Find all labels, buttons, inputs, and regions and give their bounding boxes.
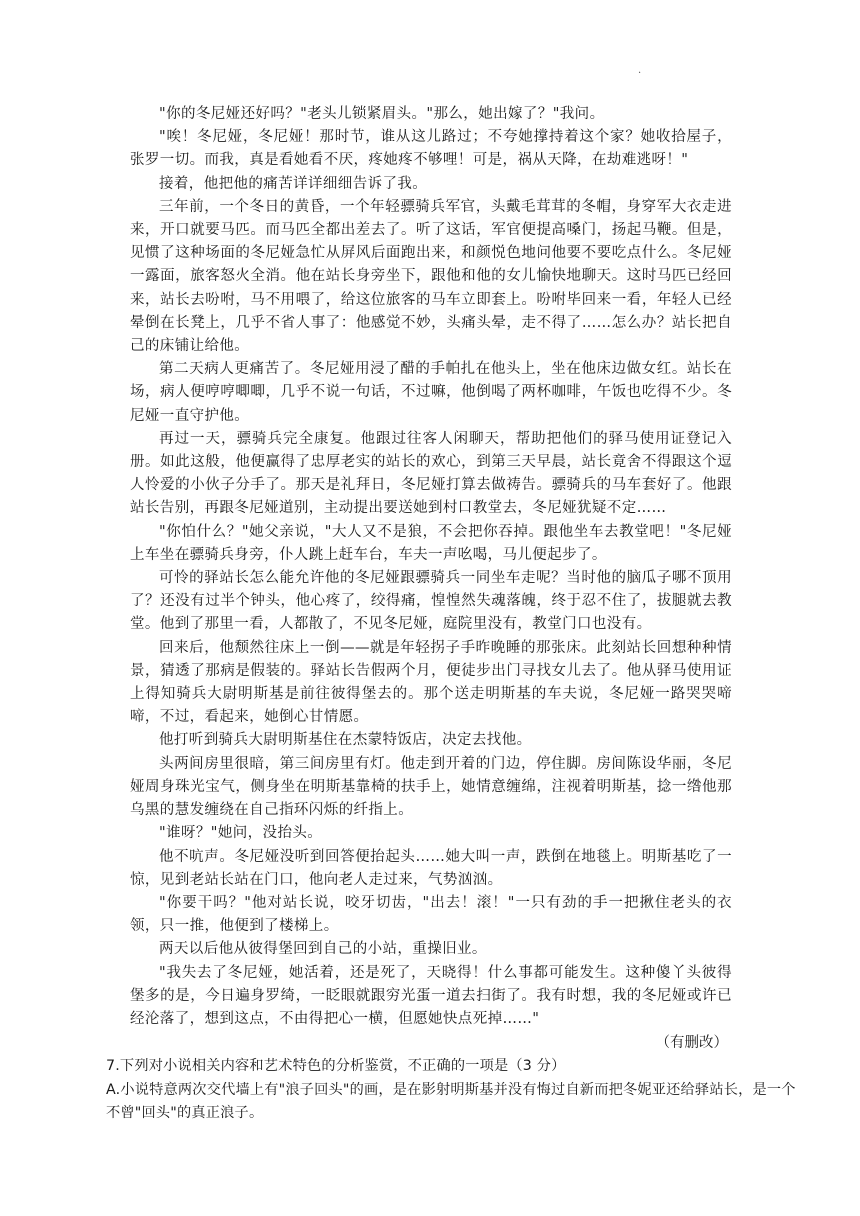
passage-paragraph: 接着，他把他的痛苦详详细细告诉了我。 <box>159 175 428 192</box>
page-mark: . <box>638 65 642 76</box>
passage-paragraph: 他不吭声。冬尼娅没听到回答便抬起头……她大叫一声，跌倒在地毯上。明斯基吃了一惊，见到老站长站在门口，他向老人走过来，气势汹汹。 <box>130 848 732 888</box>
passage-paragraph: "你怕什么？"她父亲说，"大人又不是狼，不会把你吞掉。跟他坐车去教堂吧！"冬尼娅上车坐在骠骑兵身旁，仆人跳上赶车台，车夫一声吆喝，马儿便起步了。 <box>130 523 732 563</box>
passage-paragraph: "我失去了冬尼娅，她活着，还是死了，天晓得！什么事都可能发生。这种傻丫头彼得堡多的是，今日遍身罗绮，一眨眼就跟穷光蛋一道去扫街了。我有时想，我的冬尼娅或许已经沦落了，想到这点，不由得把心一横，但愿她快点死掉……" <box>130 964 732 1027</box>
edit-note: （有删改） <box>655 1035 728 1052</box>
question-stem: 7.下列对小说相关内容和艺术特色的分析鉴赏，不正确的一项是（3 分） <box>106 1058 566 1075</box>
passage-paragraph: 头两间房里很暗，第三间房里有灯。他走到开着的门边，停住脚。房间陈设华丽，冬尼娅周身珠光宝气，侧身坐在明斯基靠椅的扶手上，她情意缠绵，注视着明斯基，捻一绺他那乌黑的慧发缠绕在自己指环闪烁的纤指上。 <box>130 755 732 819</box>
passage-paragraph: 可怜的驿站长怎么能允许他的冬尼娅跟骠骑兵一同坐车走呢？当时他的脑瓜子哪不顶用了？还没有过半个钟头，他心疼了，绞得痛，惶惶然失魂落魄，终于忍不住了，拔腿就去教堂。他到了那里一看，人都散了，不见冬尼娅，庭院里没有，教堂门口也没有。 <box>130 570 732 633</box>
passage-paragraph: 三年前，一个冬日的黄昏，一个年轻骠骑兵军官，头戴毛茸茸的冬帽，身穿军大衣走进来，开口就要马匹。而马匹全都出差去了。听了这话，军官便提高嗓门，扬起马鞭。但是，见惯了这种场面的冬尼娅急忙从屏风后面跑出来，和颜悦色地问他要不要吃点什么。冬尼娅一露面，旅客怒火全消。他在站长身旁坐下，跟他和他的女儿愉快地聊天。这时马匹已经回来，站长去吩咐，马不用喂了，给这位旅客的马车立即套上。吩咐毕回来一看，年轻人已经晕倒在长凳上，几乎不省人事了：他感觉不妙，头痛头晕，走不得了……怎么办？站长把自己的床铺让给他。 <box>130 198 732 355</box>
passage-paragraph: "你的冬尼娅还好吗？"老头儿锁紧眉头。"那么，她出嫁了？"我问。 <box>159 106 605 122</box>
passage-paragraph: "你要干吗？"他对站长说，咬牙切齿，"出去！滚！"一只有劲的手一把揪住老头的衣领，只一推，他便到了楼梯上。 <box>130 894 732 935</box>
passage-paragraph: "谁呀？"她问，没抬头。 <box>159 825 323 842</box>
question-block <box>106 1055 796 1125</box>
passage-paragraph: 再过一天，骠骑兵完全康复。他跟过往客人闲聊天，帮助把他们的驿马使用证登记入册。如此这般，他便赢得了忠厚老实的站长的欢心，到第三天早晨，站长竟舍不得跟这个逗人怜爱的小伙子分手了。那天是礼拜日，冬尼娅打算去做祷告。骠骑兵的马车套好了。他跟站长告别，再跟冬尼娅道别，主动提出要送她到村口教堂去，冬尼娅犹疑不定…… <box>130 430 732 517</box>
passage-paragraph: 两天以后他从彼得堡回到自己的小站，重操旧业。 <box>159 941 487 958</box>
passage-paragraph: 第二天病人更痛苦了。冬尼娅用浸了醋的手帕扎在他头上，坐在他床边做女红。站长在场，病人便哼哼唧唧，几乎不说一句话，不过嘛，他倒喝了两杯咖啡，午饭也吃得不少。冬尼娅一直守护他。 <box>130 361 732 424</box>
option-a: A.小说特意两次交代墙上有"浪子回头"的画，是在影射明斯基并没有悔过自新而把冬妮亚还给驿站长，是一个不曾"回头"的真正浪子。 <box>106 1081 796 1121</box>
passage-paragraph: 回来后，他颓然往床上一倒——就是年轻拐子手昨晚睡的那张床。此刻站长回想种种情景，猜透了那病是假装的。驿站长告假两个月，便徒步出门寻找女儿去了。他从驿马使用证上得知骑兵大尉明斯基是前往彼得堡去的。那个送走明斯基的车夫说，冬尼娅一路哭哭啼啼，不过，看起来，她倒心甘情愿。 <box>130 639 732 726</box>
passage-paragraph: "唉！冬尼娅，冬尼娅！那时节，谁从这儿路过；不夸她撑持着这个家？她收拾屋子，张罗一切。而我，真是看她看不厌，疼她疼不够哩！可是，祸从天降，在劫难逃呀！" <box>130 129 732 169</box>
passage <box>130 103 732 1055</box>
passage-paragraph: 他打听到骑兵大尉明斯基住在杰蒙特饭店，决定去找他。 <box>159 732 532 749</box>
